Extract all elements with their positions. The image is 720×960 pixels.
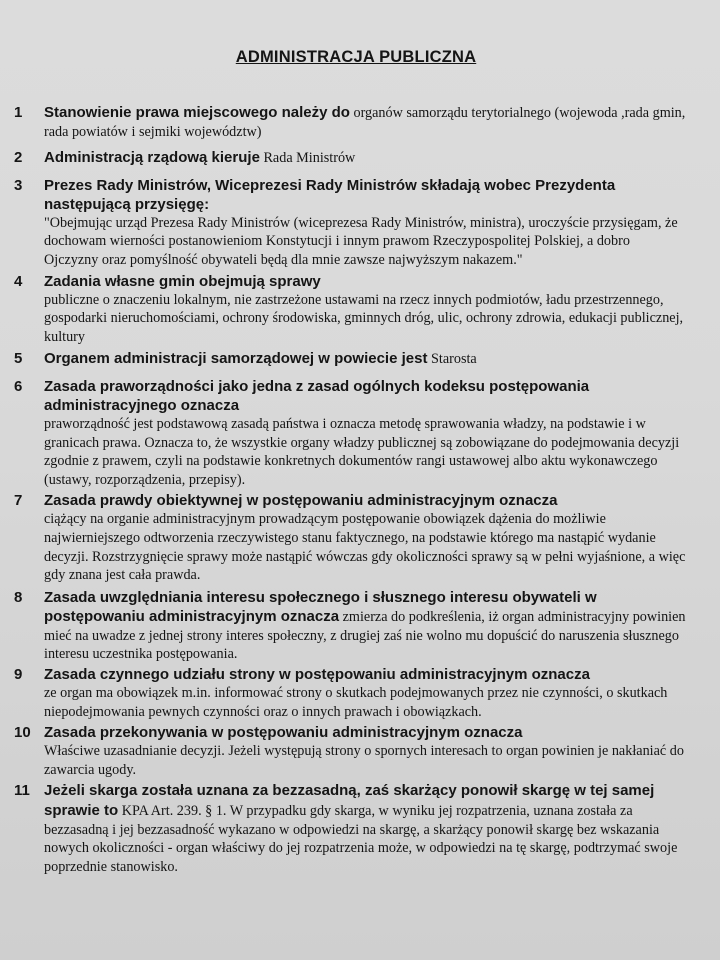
item-answer: Rada Ministrów	[263, 150, 356, 167]
item-number: 5	[14, 350, 23, 368]
item-answer: "Obejmując urząd Prezesa Rady Ministrów (wiceprezesa Rady Ministrów, ministra), uroczyście przysięgam, że dochowam wierności postanowieniom Konstytucji i innym prawom Rzeczypospolitej Polskiej, a dobro Ojczyzny oraz pomyślność obywateli będą dla mnie zawsze najwyższym nakazem."	[44, 214, 678, 268]
item-answer: KPA Art. 239. § 1. W przypadku gdy skarga, w wyniku jej rozpatrzenia, uznana została za bezzasadną i jej bezzasadność wykazano w odpowiedzi na skargę, a skarżący ponowił skargę bez wskazania nowych okoliczności - organ właściwy do jej rozpatrzenia może, w odpowiedzi na tę skargę, podtrzymać swoje poprzednie stanowisko.	[44, 803, 678, 875]
list-item	[14, 148, 686, 168]
item-number: 8	[14, 588, 23, 606]
item-question: Zasada przekonywania w postępowaniu administracyjnym oznacza	[44, 724, 523, 742]
list-item	[14, 491, 686, 584]
item-answer: ze organ ma obowiązek m.in. informować strony o skutkach podejmowanych przez nie czynności, o skutkach niepodejmowania pewnych czynności oraz o innych prawach i obowiązkach.	[44, 685, 668, 720]
item-question: Zasada czynnego udziału strony w postępowaniu administracyjnym oznacza	[44, 666, 590, 684]
item-number: 1	[14, 104, 23, 121]
item-content	[44, 781, 686, 876]
item-number: 11	[14, 782, 30, 800]
item-content	[44, 723, 686, 779]
item-number: 10	[14, 724, 31, 742]
list-item	[14, 781, 686, 876]
item-question: Zasada uwzględniania interesu społecznego i słusznego interesu obywateli w postępowaniu administracyjnym oznacza	[44, 588, 597, 626]
list-item	[14, 103, 686, 141]
question-list	[14, 103, 686, 876]
item-answer: praworządność jest podstawową zasadą państwa i oznacza metodę sprawowania władzy, na podstawie i w granicach prawa. Oznacza to, że wszystkie organy władzy publicznej są zobowiązane do podejmowania decyzji zgodnie z prawem, czyli na podstawie konkretnych dokumentów rangi ustawowej albo aktu wykonawczego (ustawy, rozporządzenia, przepisy).	[44, 415, 680, 488]
item-content	[44, 349, 686, 369]
item-question: Administracją rządową kieruje	[44, 149, 260, 167]
item-answer: publiczne o znaczeniu lokalnym, nie zastrzeżone ustawami na rzecz innych podmiotów, ładu przestrzennego, gospodarki nieruchomościami, ochrony środowiska, gminnych dróg, ulic, ochrony zdrowia, edukacji publicznej, kultury	[44, 291, 684, 345]
list-item	[14, 176, 686, 270]
item-number: 7	[14, 492, 23, 510]
item-content	[44, 103, 686, 141]
item-content	[44, 588, 686, 664]
item-question: Zasada prawdy obiektywnej w postępowaniu administracyjnym oznacza	[44, 492, 558, 510]
item-number: 2	[14, 149, 23, 167]
item-question: Jeżeli skarga została uznana za bezzasadną, zaś skarżący ponowił skargę w tej samej sprawie to	[44, 782, 655, 820]
list-item	[14, 588, 686, 664]
document-title: ADMINISTRACJA PUBLICZNA	[235, 48, 477, 66]
item-question: Zadania własne gmin obejmują sprawy	[44, 272, 321, 290]
item-content	[44, 272, 686, 347]
item-content	[44, 665, 686, 721]
item-answer: ciążący na organie administracyjnym prowadzącym postępowanie obowiązek dążenia do możliwie najwierniejszego odtworzenia rzeczywistego stanu faktycznego, na podstawie którego ma nastąpić wydanie decyzji. Rozstrzygnięcie sprawy może nastąpić wówczas gdy okoliczności sprawy są w pełni wyjaśnione, a więc gdy znana jest cała prawda.	[44, 511, 686, 584]
item-number: 6	[14, 377, 23, 395]
item-number: 3	[14, 176, 23, 194]
item-number: 4	[14, 272, 23, 290]
item-question: Zasada praworządności jako jedna z zasad ogólnych kodeksu postępowania administracyjnego oznacza	[44, 377, 590, 414]
item-question: Prezes Rady Ministrów, Wiceprezesi Rady Ministrów składają wobec Prezydenta następującą przysięgę:	[44, 176, 616, 213]
list-item	[14, 665, 686, 721]
list-item	[14, 377, 686, 489]
item-content	[44, 377, 686, 489]
list-item	[14, 272, 686, 347]
item-number: 9	[14, 666, 23, 684]
item-answer: Właściwe uzasadnianie decyzji. Jeżeli występują strony o spornych interesach to organ powinien je nakłaniać do zawarcia ugody.	[44, 743, 684, 778]
item-answer: zmierza do podkreślenia, iż organ administracyjny powinien mieć na uwadze z jednej strony interes społeczny, z drugiej zaś nie wolno mu dopuścić do naruszenia słusznego interesu uczestnika postępowania.	[44, 609, 686, 663]
item-content	[44, 176, 686, 270]
item-content	[44, 491, 686, 584]
item-answer: Starosta	[431, 351, 477, 368]
item-question: Organem administracji samorządowej w powiecie jest	[44, 350, 428, 368]
item-question: Stanowienie prawa miejscowego należy do	[44, 104, 350, 121]
list-item	[14, 723, 686, 779]
item-answer: organów samorządu terytorialnego (wojewoda ,rada gmin, rada powiatów i sejmiki województw)	[44, 105, 686, 140]
list-item	[14, 349, 686, 369]
item-content	[44, 148, 686, 168]
